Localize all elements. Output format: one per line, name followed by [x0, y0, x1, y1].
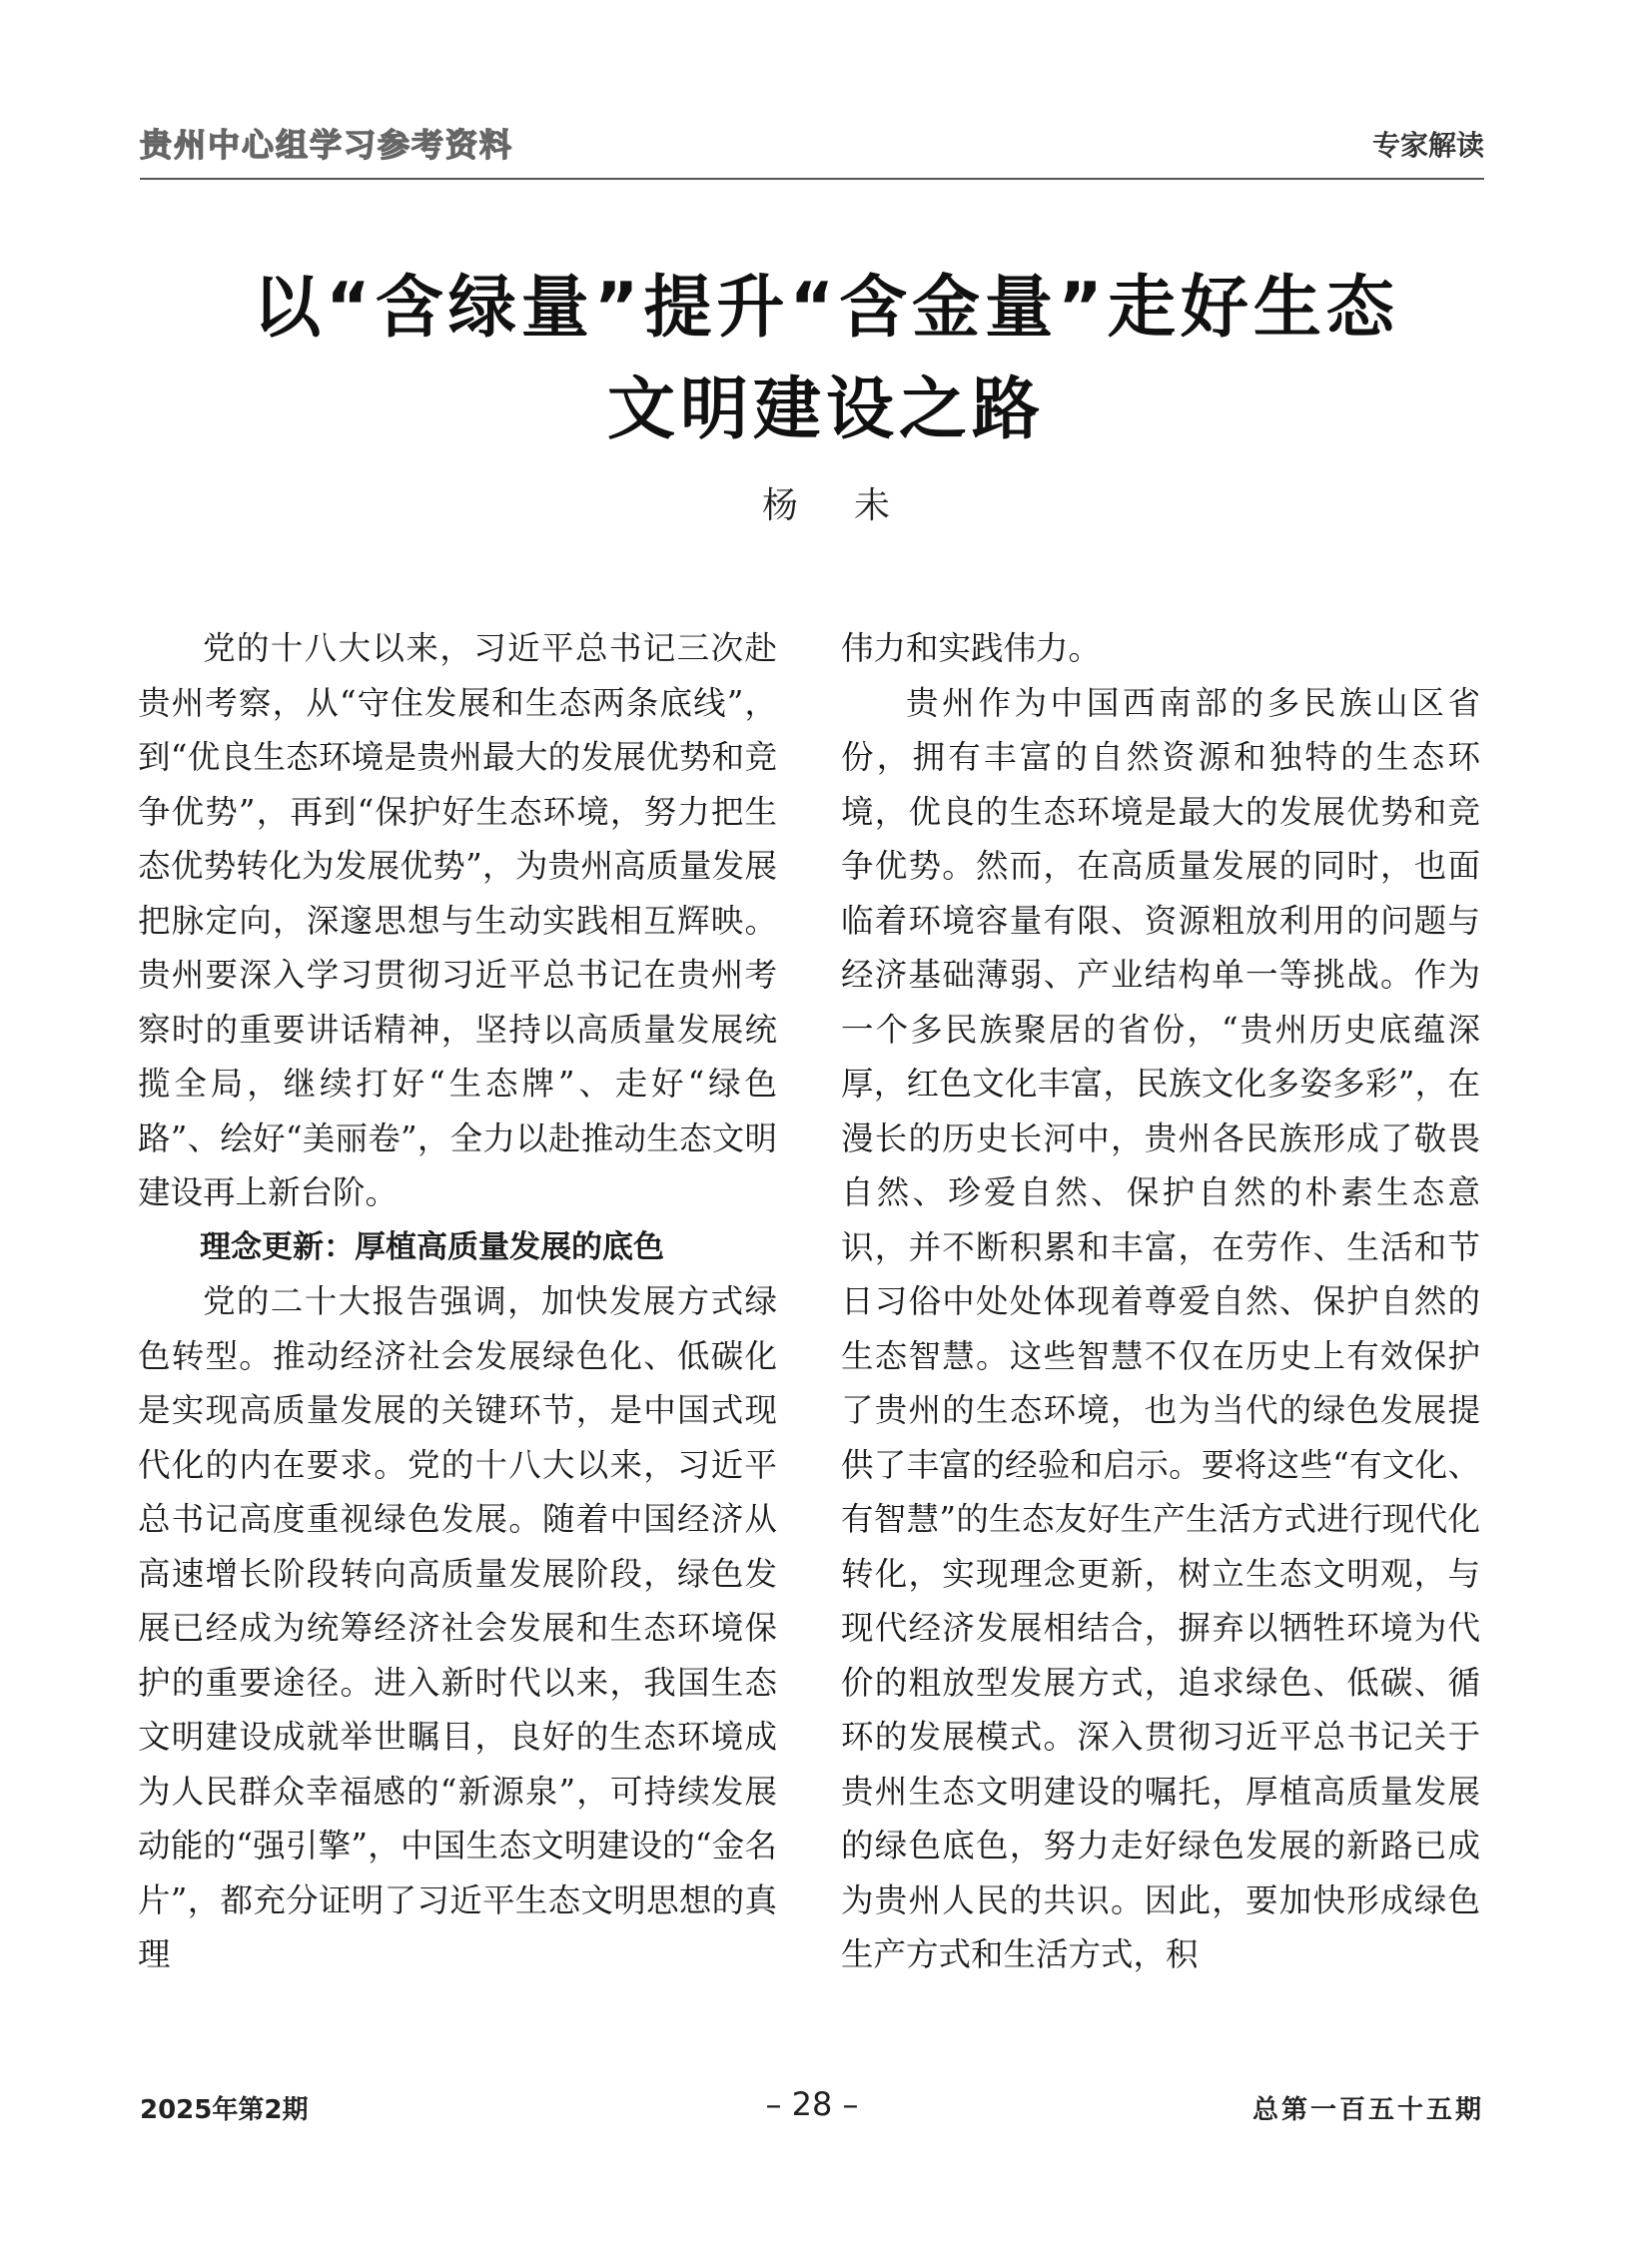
body-paragraph: 党的二十大报告强调，加快发展方式绿色转型。推动经济社会发展绿色化、低碳化是实现高质量发展的关键环节，是中国式现代化的内在要求。党的十八大以来，习近平总书记高度重视绿色发展。随着中国经济从高速增长阶段转向高质量发展阶段，绿色发展已经成为统筹经济社会发展和生态环境保护的重要途径。进入新时代以来，我国生态文明建设成就举世瞩目，良好的生态环境成为人民群众幸福感的“新源泉”，可持续发展动能的“强引擎”，中国生态文明建设的“金名片”，都充分证明了习近平生态文明思想的真理: [138, 1282, 777, 1973]
article-title: [120, 258, 1532, 461]
section-heading: 理念更新：厚植高质量发展的底色: [200, 1228, 664, 1265]
body-paragraph: 贵州作为中国西南部的多民族山区省份，拥有丰富的自然资源和独特的生态环境，优良的生态环境是最大的发展优势和竞争优势。然而，在高质量发展的同时，也面临着环境容量有限、资源粗放利用的问题与经济基础薄弱、产业结构单一等挑战。作为一个多民族聚居的省份，“贵州历史底蕴深厚，红色文化丰富，民族文化多姿多彩”，在漫长的历史长河中，贵州各民族形成了敬畏自然、珍爱自然、保护自然的朴素生态意识，并不断积累和丰富，在劳作、生活和节日习俗中处处体现着尊爱自然、保护自然的生态智慧。这些智慧不仅在历史上有效保护了贵州的生态环境，也为当代的绿色发展提供了丰富的经验和启示。要将这些“有文化、有智慧”的生态友好生产生活方式进行现代化转化，实现理念更新，树立生态文明观，与现代经济发展相结合，摒弃以牺牲环境为代价的粗放型发展方式，追求绿色、低碳、循环的发展模式。深入贯彻习近平总书记关于贵州生态文明建设的嘱托，厚植高质量发展的绿色底色，努力走好绿色发展的新路已成为贵州人民的共识。因此，要加快形成绿色生产方式和生活方式，积: [841, 683, 1480, 1973]
page-number: – 28 –: [765, 2085, 859, 2123]
author-name: 杨未: [761, 485, 946, 526]
issue-number: 2025年第2期: [140, 2095, 309, 2125]
article-title-line-2: 文明建设之路: [606, 371, 1045, 449]
section-label: 专家解读: [1371, 129, 1484, 162]
article-title-line-1: 以“含绿量”提升“含金量”走好生态: [253, 269, 1399, 348]
page-footer: [140, 2085, 1484, 2129]
total-issue-number: 总第一百五十五期: [1251, 2095, 1484, 2125]
publication-name: 贵州中心组学习参考资料: [140, 126, 514, 164]
running-header: [140, 118, 1484, 180]
left-column: [138, 621, 777, 1982]
body-paragraph-continued: 伟力和实践伟力。: [841, 629, 1102, 667]
body-paragraph-intro: 党的十八大以来，习近平总书记三次赴贵州考察，从“守住发展和生态两条底线”，到“优良生态环境是贵州最大的发展优势和竞争优势”，再到“保护好生态环境，努力把生态优势转化为发展优势”，为贵州高质量发展把脉定向，深邃思想与生动实践相互辉映。贵州要深入学习贯彻习近平总书记在贵州考察时的重要讲话精神，坚持以高质量发展统揽全局，继续打好“生态牌”、走好“绿色路”、绘好“美丽卷”，全力以赴推动生态文明建设再上新台阶。: [138, 629, 777, 1211]
right-column: [841, 621, 1480, 1982]
